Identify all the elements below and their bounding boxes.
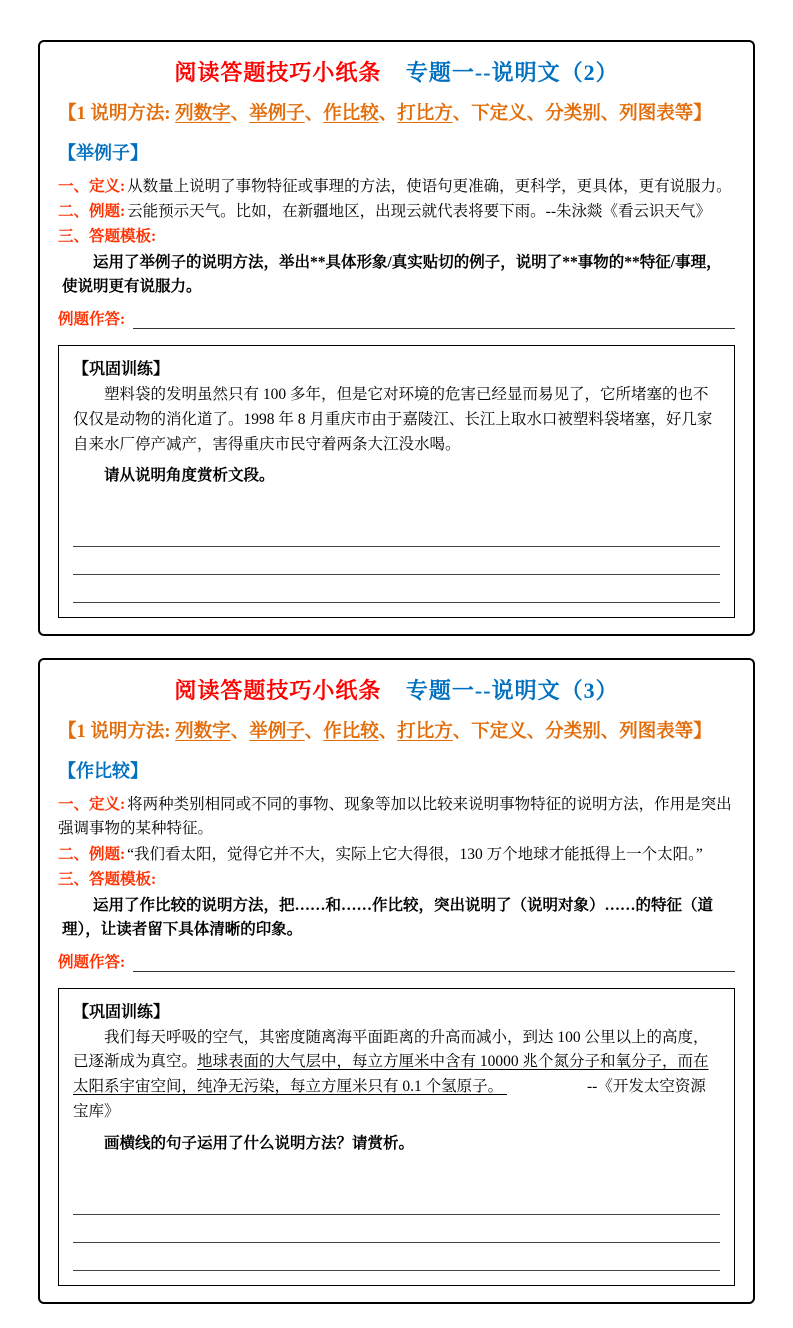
answer-line <box>73 575 720 603</box>
methods-summary <box>58 717 735 743</box>
method-item-da-bi-fang: 打比方 <box>397 104 453 124</box>
methods-tail: 下定义、分类别、列图表等】 <box>471 104 712 124</box>
practice-source: --《开发太空资源宝库》 <box>73 1078 706 1120</box>
answer-rule <box>133 309 735 329</box>
example-text: 云能预示天气。比如，在新疆地区，出现云就代表将要下雨。--朱泳燚《看云识天气》 <box>127 203 711 221</box>
card-title-topic: 专题一--说明文（3） <box>405 678 619 704</box>
practice-heading: 【巩固训练】 <box>73 1003 170 1021</box>
answer-line <box>73 547 720 575</box>
template-label-row <box>58 868 735 892</box>
definition-label: 一、定义: <box>58 796 126 814</box>
template-text: 运用了作比较的说明方法，把……和……作比较，突出说明了（说明对象）……的特征（道理），让读者留下具体清晰的印象。 <box>62 896 714 938</box>
section-heading: 【作比较】 <box>58 761 148 782</box>
practice-heading: 【巩固训练】 <box>73 361 170 379</box>
methods-separator: 、 <box>304 104 324 124</box>
definition-row <box>58 793 735 841</box>
methods-separator: 、 <box>378 104 398 124</box>
card-title-main: 阅读答题技巧小纸条 <box>174 60 382 85</box>
answer-prompt-row <box>58 307 735 329</box>
definition-label: 一、定义: <box>58 178 126 195</box>
method-item-lie-shu-zi: 列数字 <box>175 104 231 124</box>
method-item-lie-shu-zi: 列数字 <box>175 722 231 743</box>
practice-passage: 塑料袋的发明虽然只有 100 多年，但是它对环境的危害已经显而易见了，它所堵塞的也不仅仅是动物的消化道了。1998 年 8 月重庆市由于嘉陵江、长江上取水口被塑料袋堵塞，好几家自来水厂停产减产，害得重庆市民守着两条大江没水喝。 <box>73 386 713 453</box>
template-label: 三、答题模板: <box>58 870 157 888</box>
template-text: 运用了举例子的说明方法，举出**具体形象/真实贴切的例子，说明了**事物的**特征/事理，使说明更有说服力。 <box>62 254 722 296</box>
answer-label: 例题作答: <box>58 953 126 971</box>
answer-line <box>73 1187 720 1215</box>
worksheet-card-2 <box>38 658 755 1303</box>
definition-text: 将两种类别相同或不同的事物、现象等加以比较来说明事物特征的说明方法，作用是突出强调事物的某种特征。 <box>58 796 732 838</box>
practice-question: 请从说明角度赏析文段。 <box>104 467 275 485</box>
methods-prefix: 【1 说明方法: <box>58 722 176 743</box>
card-title <box>58 674 735 705</box>
definition-text: 从数量上说明了事物特征或事理的方法，使语句更准确，更科学，更具体，更有说服力。 <box>127 178 732 195</box>
example-label: 二、例题: <box>58 845 126 863</box>
method-item-da-bi-fang: 打比方 <box>397 722 453 743</box>
card-title-topic: 专题一--说明文（2） <box>405 60 619 85</box>
methods-separator: 、 <box>452 722 472 743</box>
answer-label: 例题作答: <box>58 311 126 329</box>
methods-separator: 、 <box>230 104 250 124</box>
answer-line <box>73 519 720 547</box>
answer-line <box>73 1215 720 1243</box>
methods-separator: 、 <box>378 722 398 743</box>
example-row <box>58 200 735 224</box>
methods-separator: 、 <box>230 722 250 743</box>
methods-summary <box>58 99 735 125</box>
practice-box <box>58 988 735 1286</box>
method-item-zuo-bi-jiao: 作比较 <box>323 722 379 743</box>
practice-question: 画横线的句子运用了什么说明方法？请赏析。 <box>104 1134 415 1152</box>
practice-passage <box>73 1026 720 1125</box>
card-title <box>58 56 735 87</box>
template-label-row <box>58 225 735 249</box>
example-text: “我们看太阳，觉得它并不大，实际上它大得很，130 万个地球才能抵得上一个太阳。” <box>127 845 703 863</box>
answer-rule <box>133 952 735 972</box>
method-item-ju-li-zi: 举例子 <box>249 104 305 124</box>
methods-prefix: 【1 说明方法: <box>58 104 176 124</box>
card-title-main: 阅读答题技巧小纸条 <box>174 678 382 704</box>
method-item-zuo-bi-jiao: 作比较 <box>323 104 379 124</box>
practice-passage-plain: 我们每天呼吸的空气，其密度随离海平面距离的升高而减小，到达 100 公里以上的高度，已逐渐成为真空。 <box>73 1028 709 1071</box>
example-label: 二、例题: <box>58 203 126 221</box>
practice-box <box>58 345 735 618</box>
methods-tail: 下定义、分类别、列图表等】 <box>471 722 712 743</box>
answer-line <box>73 1243 720 1271</box>
methods-separator: 、 <box>452 104 472 124</box>
answer-prompt-row <box>58 950 735 972</box>
section-heading: 【举例子】 <box>58 143 148 163</box>
example-row <box>58 843 735 867</box>
definition-row <box>58 175 735 199</box>
methods-separator: 、 <box>304 722 324 743</box>
template-label: 三、答题模板: <box>58 228 157 246</box>
practice-passage-underlined: 地球表面的大气层中，每立方厘米中含有 10000 兆个氮分子和氧分子，而在太阳系宇宙空间，纯净无污染，每立方厘米只有 0.1 个氢原子。 <box>73 1053 709 1096</box>
method-item-ju-li-zi: 举例子 <box>249 722 305 743</box>
worksheet-card-1 <box>38 40 755 636</box>
